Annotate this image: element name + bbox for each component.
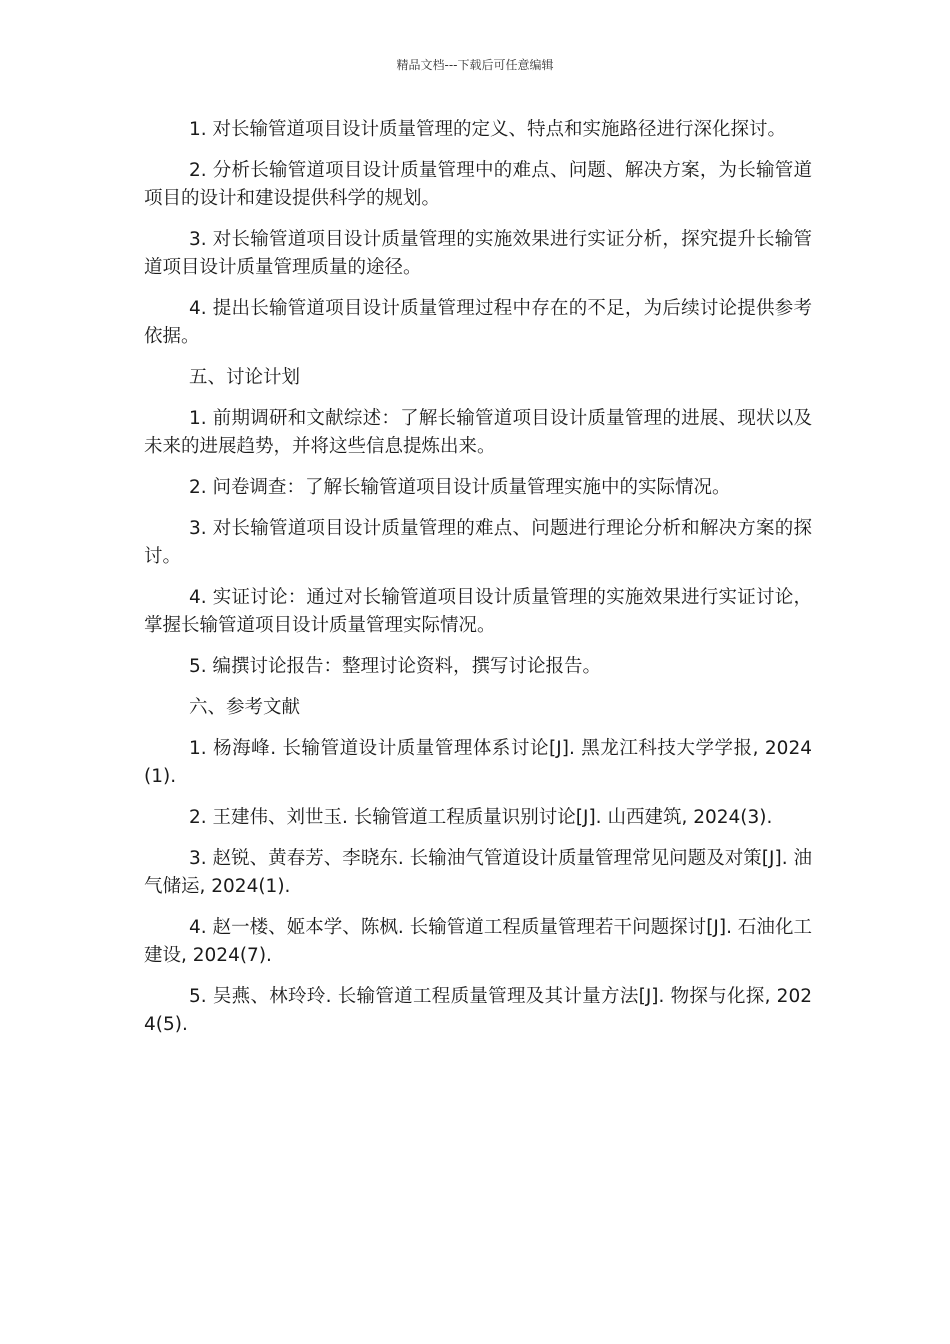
reference-item-2: 2. 王建伟、刘世玉. 长输管道工程质量识别讨论[J]. 山西建筑, 2024(3). [189, 807, 773, 828]
objective-item-1: 1. 对长输管道项目设计质量管理的定义、特点和实施路径进行深化探讨。 [189, 119, 787, 140]
objective-item-3: 3. 对长输管道项目设计质量管理的实施效果进行实证分析，探究提升长输管道项目设计质量管理质量的途径。 [144, 229, 812, 278]
reference-item-5: 5. 吴燕、林玲玲. 长输管道工程质量管理及其计量方法[J]. 物探与化探, 2024(5). [144, 986, 812, 1035]
document-body [144, 116, 812, 1052]
reference-item-4: 4. 赵一楼、姬本学、陈枫. 长输管道工程质量管理若干问题探讨[J]. 石油化工建设, 2024(7). [144, 917, 812, 966]
plan-item-4: 4. 实证讨论：通过对长输管道项目设计质量管理的实施效果进行实证讨论，掌握长输管道项目设计质量管理实际情况。 [144, 587, 812, 636]
plan-item-5: 5. 编撰讨论报告：整理讨论资料，撰写讨论报告。 [189, 656, 602, 677]
plan-item-1: 1. 前期调研和文献综述：了解长输管道项目设计质量管理的进展、现状以及未来的进展趋势，并将这些信息提炼出来。 [144, 408, 812, 457]
page-header-watermark: 精品文档---下载后可任意编辑 [396, 58, 554, 72]
plan-item-2: 2. 问卷调查：了解长输管道项目设计质量管理实施中的实际情况。 [189, 477, 731, 498]
objective-item-4: 4. 提出长输管道项目设计质量管理过程中存在的不足，为后续讨论提供参考依据。 [144, 298, 812, 347]
reference-item-3: 3. 赵锐、黄春芳、李晓东. 长输油气管道设计质量管理常见问题及对策[J]. 油气储运, 2024(1). [144, 848, 812, 897]
section-heading-plan: 五、讨论计划 [189, 367, 301, 388]
objective-item-2: 2. 分析长输管道项目设计质量管理中的难点、问题、解决方案，为长输管道项目的设计和建设提供科学的规划。 [144, 160, 812, 209]
section-heading-references: 六、参考文献 [189, 697, 301, 718]
plan-item-3: 3. 对长输管道项目设计质量管理的难点、问题进行理论分析和解决方案的探讨。 [144, 518, 812, 567]
reference-item-1: 1. 杨海峰. 长输管道设计质量管理体系讨论[J]. 黑龙江科技大学学报, 2024(1). [144, 738, 812, 787]
